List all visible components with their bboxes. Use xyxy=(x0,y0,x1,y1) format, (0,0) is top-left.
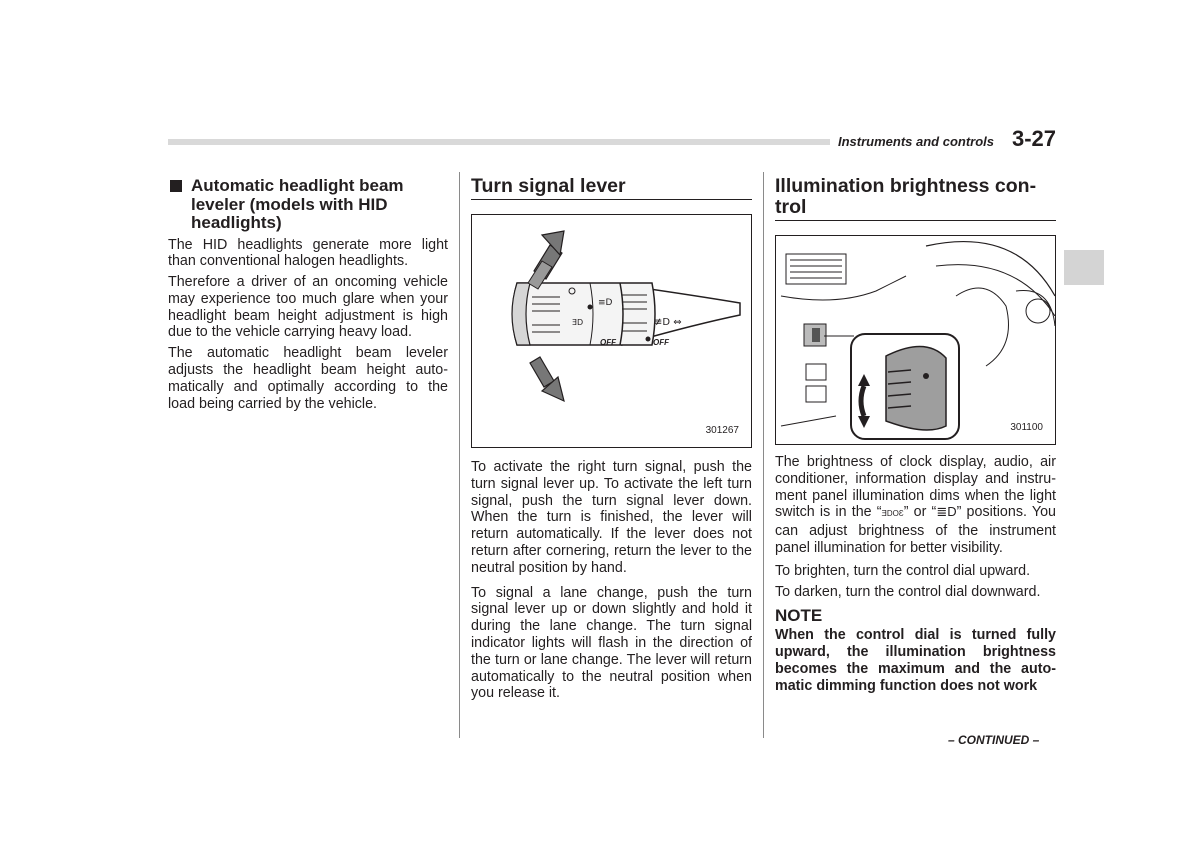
subsection-heading: Automatic headlight beam leveler (models with HID headlights) xyxy=(168,177,448,233)
turn-signal-lever-illustration xyxy=(472,215,751,447)
column-divider xyxy=(763,172,764,738)
column-right xyxy=(775,176,1056,698)
continued-label: – CONTINUED – xyxy=(948,733,1040,747)
column-left xyxy=(168,176,448,416)
paragraph: The automatic headlight beam leveler adjusts the headlight beam height auto-matically and optimally according to the load being carried by the vehicle. xyxy=(168,345,448,412)
header-section-title: Instruments and controls xyxy=(838,134,995,149)
svg-text:ƎD: ƎD xyxy=(572,318,584,327)
header-rule xyxy=(168,139,830,145)
paragraph: Therefore a driver of an oncoming vehicle may experience too much glare when your headlight beam height adjustment is high due to the vehicle carrying heavy load. xyxy=(168,274,448,341)
off-label: OFF xyxy=(653,338,669,347)
column-divider xyxy=(459,172,460,738)
square-bullet-icon xyxy=(170,180,182,192)
paragraph: To signal a lane change, push the turn signal lever up or down slightly and hold it during the lane change. The turn signal indicator lights will flash in the direction of the turn or lane change. The lever will return automatically to the neutral position when you release it. xyxy=(471,584,752,702)
paragraph: To brighten, turn the control dial upward. xyxy=(775,562,1031,579)
turn-signal-lever-figure xyxy=(471,214,752,448)
parking-light-icon: ƎDOƐ xyxy=(881,509,904,519)
svg-text:≢D ⇔: ≢D ⇔ xyxy=(654,317,682,328)
note-heading: NOTE xyxy=(775,606,823,626)
paragraph: The brightness of clock display, audio, air conditioner, information display and instru-ment panel illumination dims when the light switch is in the “ƎDOƐ” or “≣D” positions. You can adjust brightness of the instrument panel illumination for better visibility. xyxy=(775,454,1056,556)
page-number: 3-27 xyxy=(1012,126,1057,151)
paragraph: The HID headlights generate more light than conventional halogen headlights. xyxy=(168,236,448,270)
headlight-icon: ≣D xyxy=(936,504,957,520)
paragraph: To activate the right turn signal, push the turn signal lever up. To activate the left turn signal, push the turn signal lever down. When the turn is finished, the lever will return automatically. If the lever does not return after cornering, return the lever to the neutral position by hand. xyxy=(471,459,752,576)
svg-text:≡D: ≡D xyxy=(598,298,613,308)
dashboard-illustration xyxy=(776,236,1055,444)
note-text: When the control dial is turned fully upward, the illumination brightness becomes the maximum and the auto-matic dimming function does not work xyxy=(775,627,1056,694)
figure-code: 301267 xyxy=(705,425,739,437)
paragraph: To darken, turn the control dial downward. xyxy=(775,583,1041,600)
off-label: OFF xyxy=(600,338,616,347)
section-heading: Illumination brightness con-trol xyxy=(775,176,1056,221)
section-heading: Turn signal lever xyxy=(471,176,752,200)
dashboard-dial-figure xyxy=(775,235,1056,445)
column-middle xyxy=(471,176,752,706)
chapter-tab xyxy=(1064,250,1104,285)
figure-code: 301100 xyxy=(1010,422,1043,434)
